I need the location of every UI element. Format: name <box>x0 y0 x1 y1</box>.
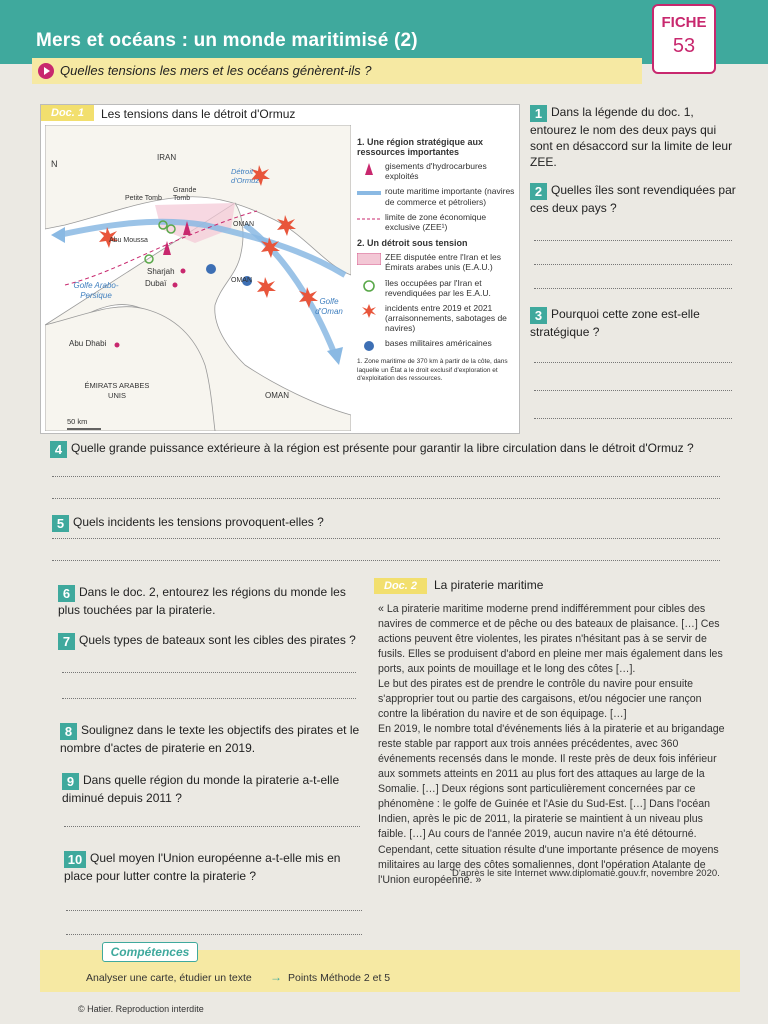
legend-section-1: 1. Une région stratégique aux ressources importantes <box>357 137 484 157</box>
question-text: Dans le doc. 2, entourez les régions du monde les plus touchées par la piraterie. <box>58 585 346 617</box>
map-label-petite-tomb: Petite Tomb <box>125 195 162 202</box>
arrow-right-icon: → <box>270 970 282 984</box>
subtitle-bar <box>32 58 642 84</box>
legend-incidents <box>357 303 517 334</box>
answer-line[interactable] <box>52 498 720 499</box>
question-number: 5 <box>52 515 69 532</box>
doc2-paragraph-2: Le but des pirates est de prendre le contrôle du navire pour ensuite s'approprier tout ou partie des cargaisons, et/ou négocier une rançon contre la libération du navire et de son équipage. […] <box>378 678 702 721</box>
competences-skill: Analyser une carte, étudier un texte <box>86 972 252 984</box>
question-6 <box>58 584 358 618</box>
legend-section-2: 2. Un détroit sous tension <box>357 238 468 249</box>
map-label-grande-tomb: Grande Tomb <box>173 187 197 202</box>
question-number: 7 <box>58 633 75 650</box>
question-text: Dans la légende du doc. 1, entourez le nom des deux pays qui sont en désaccord sur la limite de leur ZEE. <box>530 105 733 170</box>
question-number: 10 <box>64 851 86 868</box>
doc2-paragraph-3: En 2019, le nombre total d'événements liés à la piraterie et au brigandage reste stable par rapport aux trois années précédentes, avec 360 événements recensés dans le monde. Il reste près de deux fois inférieur aux sommets atteints en 2011 au plus fort des attaques au large de la Somalie. […] Deux régions sont particulièrement concernées par ce phénomène : le golfe de Guinée et l'Asie du Sud-Est. […] Dans l'océan Indien, après le pic de 2011, la piraterie se maintient à un niveau plus faible. […] Au cours de l'année 2019, aucun navire n'a été détourné. Cependant, cette situation résulte d'une importante présence de moyens militaires au large des côtes somaliennes, dont l'opération Atalante de l'Union européenne. » <box>378 723 725 886</box>
fiche-badge <box>652 4 716 74</box>
hormuz-map <box>45 125 351 431</box>
question-number: 9 <box>62 773 79 790</box>
doc2-block <box>370 578 740 894</box>
answer-line[interactable] <box>534 390 732 391</box>
doc1-title: Les tensions dans le détroit d'Ormuz <box>101 107 296 121</box>
answer-line[interactable] <box>52 560 720 561</box>
legend-footnote: 1. Zone maritime de 370 km à partir de la côte, dans laquelle un État a le droit exclusif d'exploration et d'exploitation des ressources. <box>357 358 508 383</box>
question-text: Quels incidents les tensions provoquent-elles ? <box>73 515 324 529</box>
question-number: 1 <box>530 105 547 122</box>
competences-bar <box>40 945 740 992</box>
legend-bases <box>357 338 517 352</box>
map-label-emirats: ÉMIRATS ARABES UNIS <box>84 381 150 400</box>
question-text: Quelles îles sont revendiquées par ces deux pays ? <box>530 183 736 215</box>
legend-zee-limit <box>357 212 517 232</box>
question-7 <box>58 632 358 650</box>
map-label-abu-dhabi: Abu Dhabi <box>69 339 107 348</box>
answer-line[interactable] <box>534 362 732 363</box>
competences-badge: Compétences <box>102 942 198 962</box>
question-number: 2 <box>530 183 547 200</box>
legend-zee-disputed <box>357 252 517 272</box>
map-label-oman-2: OMAN <box>231 277 252 284</box>
question-number: 8 <box>60 723 77 740</box>
question-10 <box>64 850 364 884</box>
doc1-map-block <box>40 104 520 434</box>
page-tab <box>720 0 768 40</box>
map-label-iran: IRAN <box>157 153 177 162</box>
question-number: 6 <box>58 585 75 602</box>
legend-iles-text: îles occupées par l'Iran et revendiquées par les E.A.U. <box>385 277 491 298</box>
answer-line[interactable] <box>534 240 732 241</box>
answer-line[interactable] <box>66 910 362 911</box>
answer-line[interactable] <box>534 288 732 289</box>
question-text: Quels types de bateaux sont les cibles des pirates ? <box>79 633 356 647</box>
legend-bases-text: bases militaires américaines <box>385 338 492 349</box>
dashed-line-icon <box>357 213 381 225</box>
map-north-label: N <box>51 159 58 169</box>
answer-line[interactable] <box>52 476 720 477</box>
answer-line[interactable] <box>62 672 356 673</box>
play-icon <box>38 63 54 79</box>
map-legend <box>357 137 517 384</box>
doc1-label: Doc. 1 <box>41 105 94 121</box>
answer-line[interactable] <box>534 264 732 265</box>
doc2-title: La piraterie maritime <box>434 578 544 592</box>
question-number: 4 <box>50 441 67 458</box>
map-label-dubai: Dubaï <box>145 279 167 288</box>
military-base-icon <box>357 339 381 351</box>
map-label-detroit: Détroit d'Ormuz <box>231 167 260 185</box>
answer-line[interactable] <box>66 934 362 935</box>
competences-method: Points Méthode 2 et 5 <box>288 972 391 984</box>
question-text: Dans quelle région du monde la piraterie a-t-elle diminué depuis 2011 ? <box>62 773 340 805</box>
legend-zee-disputed-text: ZEE disputée entre l'Iran et les Émirats arabes unis (E.A.U.) <box>385 252 501 273</box>
legend-route <box>357 186 517 206</box>
page-subtitle: Quelles tensions les mers et les océans génèrent-ils ? <box>60 63 372 78</box>
doc2-paragraph-1: « La piraterie maritime moderne prend indifféremment pour cibles des navires de commerce et de pêche ou des bateaux de plaisance. […] Ces actions peuvent être violentes, les pirates n'hésitant pas à se servir de fusils. Elles se produisent d'abord en pleine mer mais également dans les ports, aux points de mouillage et le long des côtes […]. <box>378 603 723 676</box>
question-3 <box>530 306 740 340</box>
page-title: Mers et océans : un monde maritimisé (2) <box>36 30 418 51</box>
question-4 <box>50 440 740 458</box>
question-text: Quelle grande puissance extérieure à la région est présente pour garantir la libre circulation dans le détroit d'Ormuz ? <box>71 441 694 455</box>
map-label-golfe-arabo: Golfe Arabo-Persique <box>73 281 119 300</box>
map-label-abu-moussa: Abu Moussa <box>109 237 148 244</box>
map-label-oman-1: OMAN <box>233 221 254 228</box>
question-8 <box>60 722 360 756</box>
oil-derrick-icon <box>357 162 381 174</box>
map-label-sharjah: Sharjah <box>147 267 175 276</box>
question-2 <box>530 182 740 216</box>
answer-line[interactable] <box>534 418 732 419</box>
map-label-oman-3: OMAN <box>265 391 289 400</box>
map-scale-label: 50 km <box>67 417 88 426</box>
copyright: © Hatier. Reproduction interdite <box>78 1004 204 1014</box>
doc2-label: Doc. 2 <box>374 578 427 594</box>
answer-line[interactable] <box>52 538 720 539</box>
legend-iles <box>357 278 517 298</box>
island-circle-icon <box>357 279 381 291</box>
incident-star-icon <box>357 304 381 316</box>
question-9 <box>62 772 362 806</box>
fiche-label: FICHE <box>661 14 707 31</box>
answer-line[interactable] <box>64 826 360 827</box>
question-text: Quel moyen l'Union européenne a-t-elle mis en place pour lutter contre la piraterie ? <box>64 851 341 883</box>
doc2-text <box>378 602 730 888</box>
fiche-number: 53 <box>672 35 696 57</box>
answer-line[interactable] <box>62 698 356 699</box>
hatched-zone-icon <box>357 253 381 265</box>
question-1 <box>530 104 740 171</box>
question-number: 3 <box>530 307 547 324</box>
doc2-source: D'après le site Internet www.diplomatie.gouv.fr, novembre 2020. <box>452 868 720 879</box>
legend-zee-limit-text: limite de zone économique exclusive (ZEE¹) <box>385 211 487 232</box>
question-text: Pourquoi cette zone est-elle stratégique ? <box>530 307 700 339</box>
route-line-icon <box>357 187 381 199</box>
legend-gisements-text: gisements d'hydrocarbures exploités <box>385 161 487 182</box>
map-label-golfe-oman: Golfe d'Oman <box>315 297 343 316</box>
question-5 <box>52 514 732 532</box>
question-text: Soulignez dans le texte les objectifs des pirates et le nombre d'actes de piraterie en 2019. <box>60 723 360 755</box>
legend-route-text: route maritime importante (navires de commerce et pétroliers) <box>385 186 515 207</box>
legend-gisements <box>357 161 517 181</box>
legend-incidents-text: incidents entre 2019 et 2021 (arraisonnements, sabotages de navires) <box>385 302 507 334</box>
